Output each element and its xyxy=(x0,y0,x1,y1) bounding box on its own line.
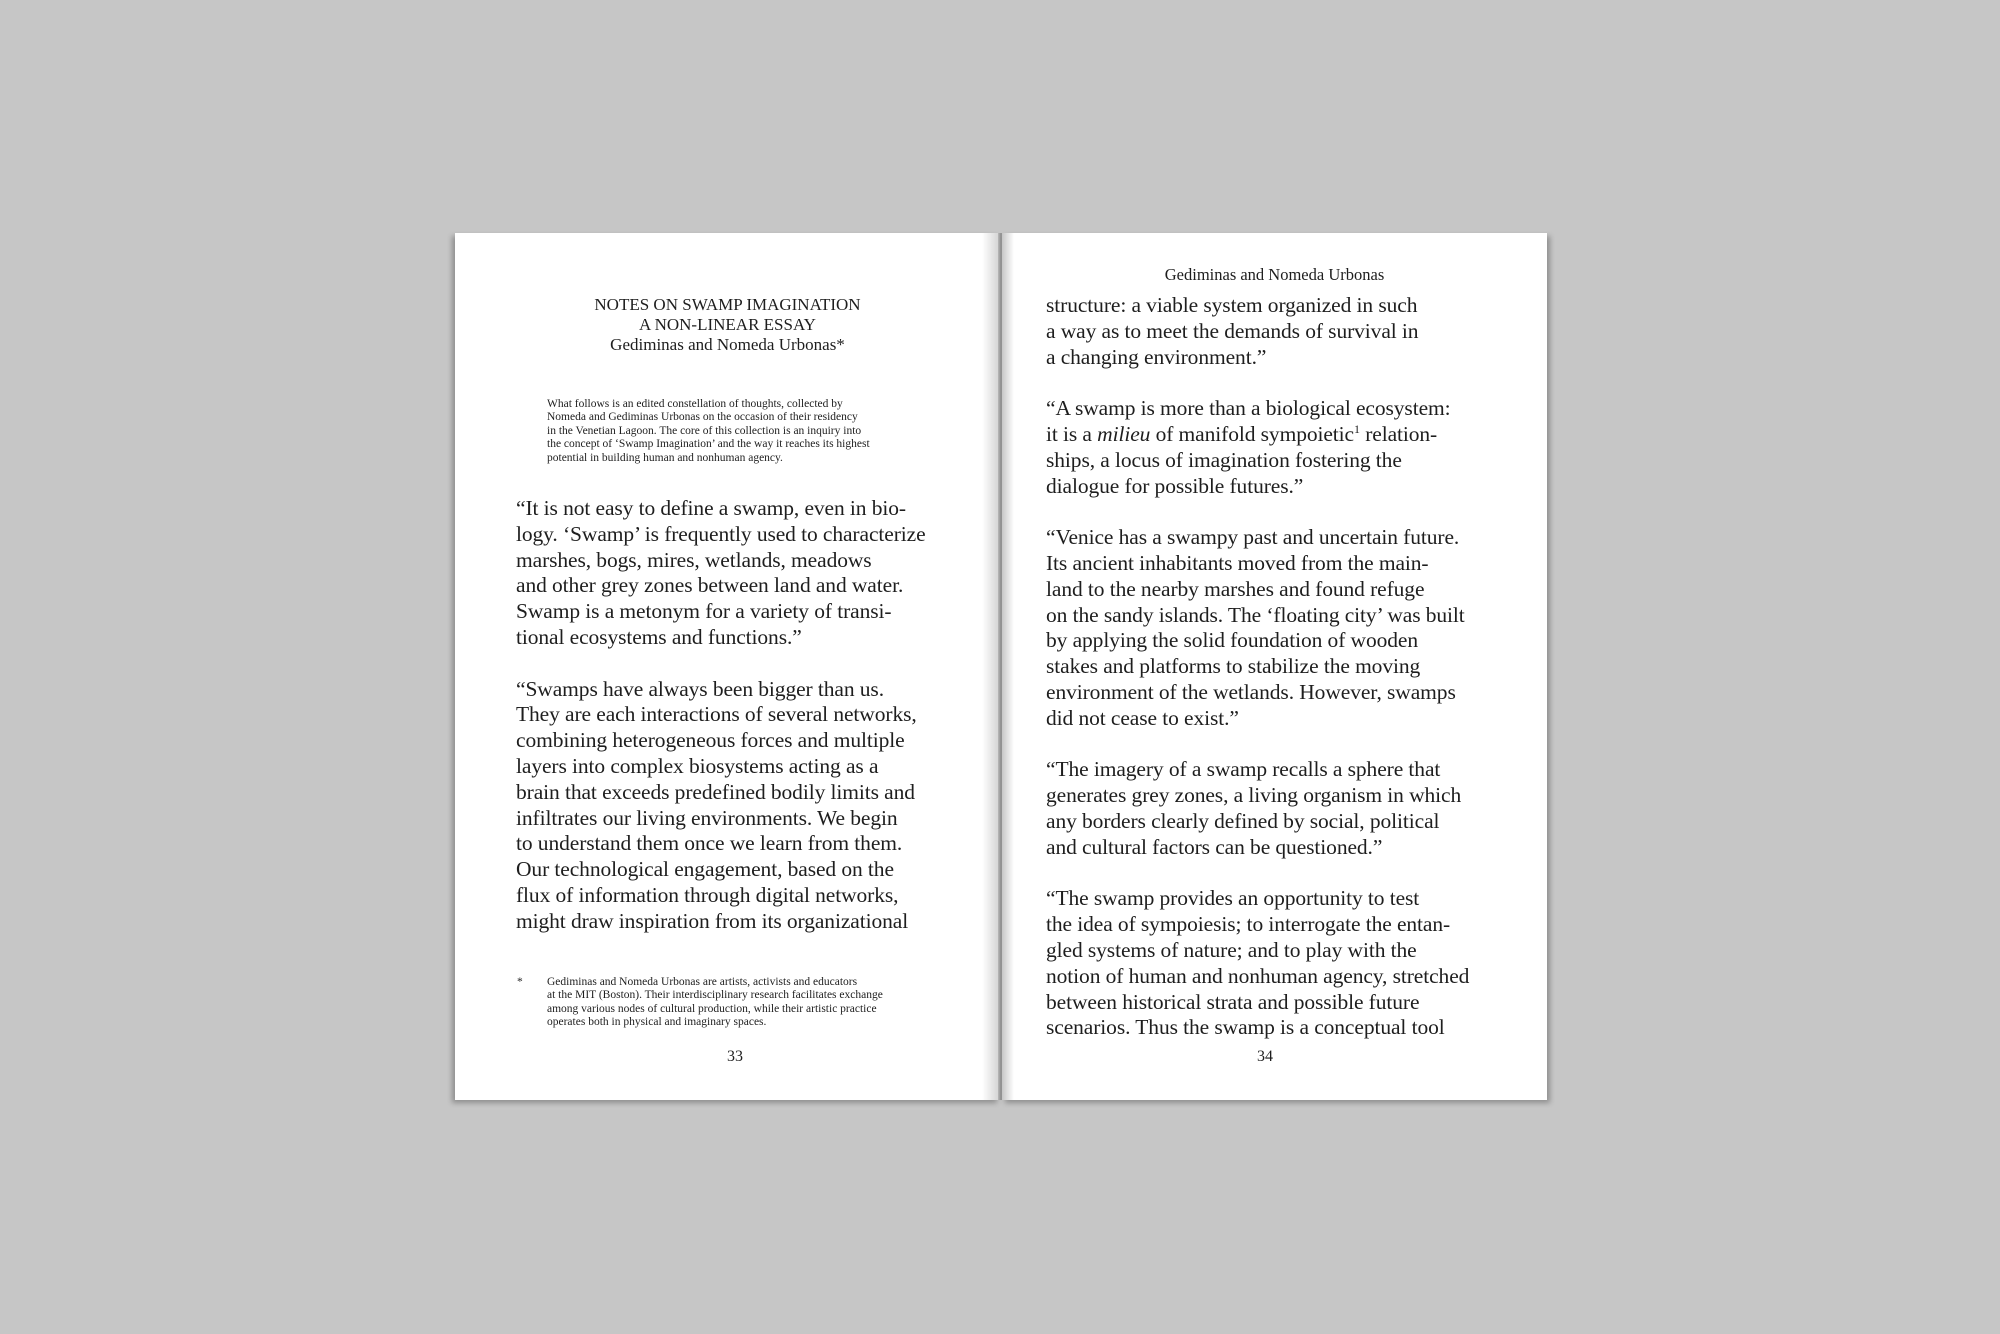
author-line: Gediminas and Nomeda Urbonas* xyxy=(610,335,845,354)
text-line: the idea of sympoiesis; to interrogate the entan- xyxy=(1046,912,1451,937)
text-line: stakes and platforms to stabilize the moving xyxy=(1046,654,1421,679)
text-line: by applying the solid foundation of wooden xyxy=(1046,628,1418,653)
footnote-reference[interactable]: 1 xyxy=(1354,421,1360,436)
text-line: structure: a viable system organized in such xyxy=(1046,293,1418,317)
text-line: marshes, bogs, mires, wetlands, meadows xyxy=(516,547,872,572)
text-line: between historical strata and possible future xyxy=(1046,989,1420,1014)
abstract xyxy=(547,398,947,465)
essay-title xyxy=(455,295,1000,355)
text-line: and cultural factors can be questioned.” xyxy=(1046,834,1383,859)
footnote xyxy=(517,976,957,1030)
paragraph xyxy=(516,677,976,935)
paragraph xyxy=(516,496,976,651)
text-line: Our technological engagement, based on the xyxy=(516,857,894,882)
paragraph xyxy=(1046,525,1521,731)
abstract-line: Nomeda and Gediminas Urbonas on the occasion of their residency xyxy=(547,411,858,424)
text-line: Its ancient inhabitants moved from the main- xyxy=(1046,550,1429,575)
page-number: 34 xyxy=(1257,1048,1273,1065)
text-line: layers into complex biosystems acting as a xyxy=(516,753,879,778)
text-line: might draw inspiration from its organizational xyxy=(516,908,909,933)
page-number: 33 xyxy=(727,1048,743,1065)
footnote-line: at the MIT (Boston). Their interdisciplinary research facilitates exchange xyxy=(547,989,883,1002)
right-page xyxy=(1002,233,1547,1100)
abstract-line: potential in building human and nonhuman agency. xyxy=(547,451,783,464)
text-line: to understand them once we learn from them. xyxy=(516,831,903,856)
text-line: ships, a locus of imagination fostering the xyxy=(1046,447,1402,472)
footnote-line: operates both in physical and imaginary spaces. xyxy=(547,1016,767,1029)
footnote-line: among various nodes of cultural production, while their artistic practice xyxy=(547,1002,877,1015)
text-fragment: it is a xyxy=(1046,421,1098,446)
abstract-line: in the Venetian Lagoon. The core of this collection is an inquiry into xyxy=(547,424,862,437)
text-line: a way as to meet the demands of survival in xyxy=(1046,318,1419,343)
text-line: logy. ‘Swamp’ is frequently used to characterize xyxy=(516,521,926,546)
text-line: and other grey zones between land and water. xyxy=(516,573,904,598)
text-line: brain that exceeds predefined bodily limits and xyxy=(516,779,915,804)
text-line: infiltrates our living environments. We begin xyxy=(516,805,898,830)
paragraph xyxy=(1046,886,1521,1041)
text-line xyxy=(1046,422,1521,448)
text-line: Swamp is a metonym for a variety of transi- xyxy=(516,599,892,624)
title-line: NOTES ON SWAMP IMAGINATION xyxy=(594,295,861,314)
text-line: “The imagery of a swamp recalls a sphere that xyxy=(1046,757,1441,782)
text-line: flux of information through digital networks, xyxy=(516,882,899,907)
running-head: Gediminas and Nomeda Urbonas xyxy=(1164,265,1385,284)
text-line: “A swamp is more than a biological ecosystem: xyxy=(1046,396,1451,421)
italic-term: milieu xyxy=(1097,421,1151,446)
footnote-mark: * xyxy=(517,976,523,988)
text-line: any borders clearly defined by social, political xyxy=(1046,808,1440,833)
paragraph xyxy=(1046,396,1521,499)
text-line: land to the nearby marshes and found refuge xyxy=(1046,576,1425,601)
abstract-line: What follows is an edited constellation of thoughts, collected by xyxy=(547,398,843,410)
text-line: environment of the wetlands. However, swamps xyxy=(1046,679,1456,704)
text-line: did not cease to exist.” xyxy=(1046,705,1239,730)
text-line: gled systems of nature; and to play with the xyxy=(1046,937,1417,962)
right-body-text xyxy=(1046,293,1521,1067)
text-line: notion of human and nonhuman agency, stretched xyxy=(1046,963,1470,988)
text-line: dialogue for possible futures.” xyxy=(1046,473,1304,498)
subtitle-line: A NON-LINEAR ESSAY xyxy=(639,315,816,334)
text-fragment: relation- xyxy=(1359,421,1438,446)
text-line: scenarios. Thus the swamp is a conceptual tool xyxy=(1046,1015,1445,1040)
text-line: They are each interactions of several networks, xyxy=(516,702,917,727)
text-line: “Swamps have always been bigger than us. xyxy=(516,676,884,701)
left-page xyxy=(455,233,1000,1100)
text-line: combining heterogeneous forces and multiple xyxy=(516,728,905,753)
text-fragment: of manifold sympoietic xyxy=(1150,421,1355,446)
text-line: “It is not easy to define a swamp, even in bio- xyxy=(516,496,906,520)
left-body-text xyxy=(516,496,976,960)
text-line: a changing environment.” xyxy=(1046,344,1267,369)
text-line: “The swamp provides an opportunity to test xyxy=(1046,886,1420,911)
paragraph xyxy=(1046,293,1521,370)
gutter-shadow xyxy=(1002,233,1014,1100)
text-line: on the sandy islands. The ‘floating city’ was built xyxy=(1046,602,1465,627)
text-line: “Venice has a swampy past and uncertain future. xyxy=(1046,525,1460,550)
paragraph xyxy=(1046,757,1521,860)
text-line: tional ecosystems and functions.” xyxy=(516,624,802,649)
abstract-line: the concept of ‘Swamp Imagination’ and the way it reaches its highest xyxy=(547,438,870,451)
text-line: generates grey zones, a living organism in which xyxy=(1046,783,1462,808)
footnote-line: Gediminas and Nomeda Urbonas are artists, activists and educators xyxy=(547,976,858,988)
